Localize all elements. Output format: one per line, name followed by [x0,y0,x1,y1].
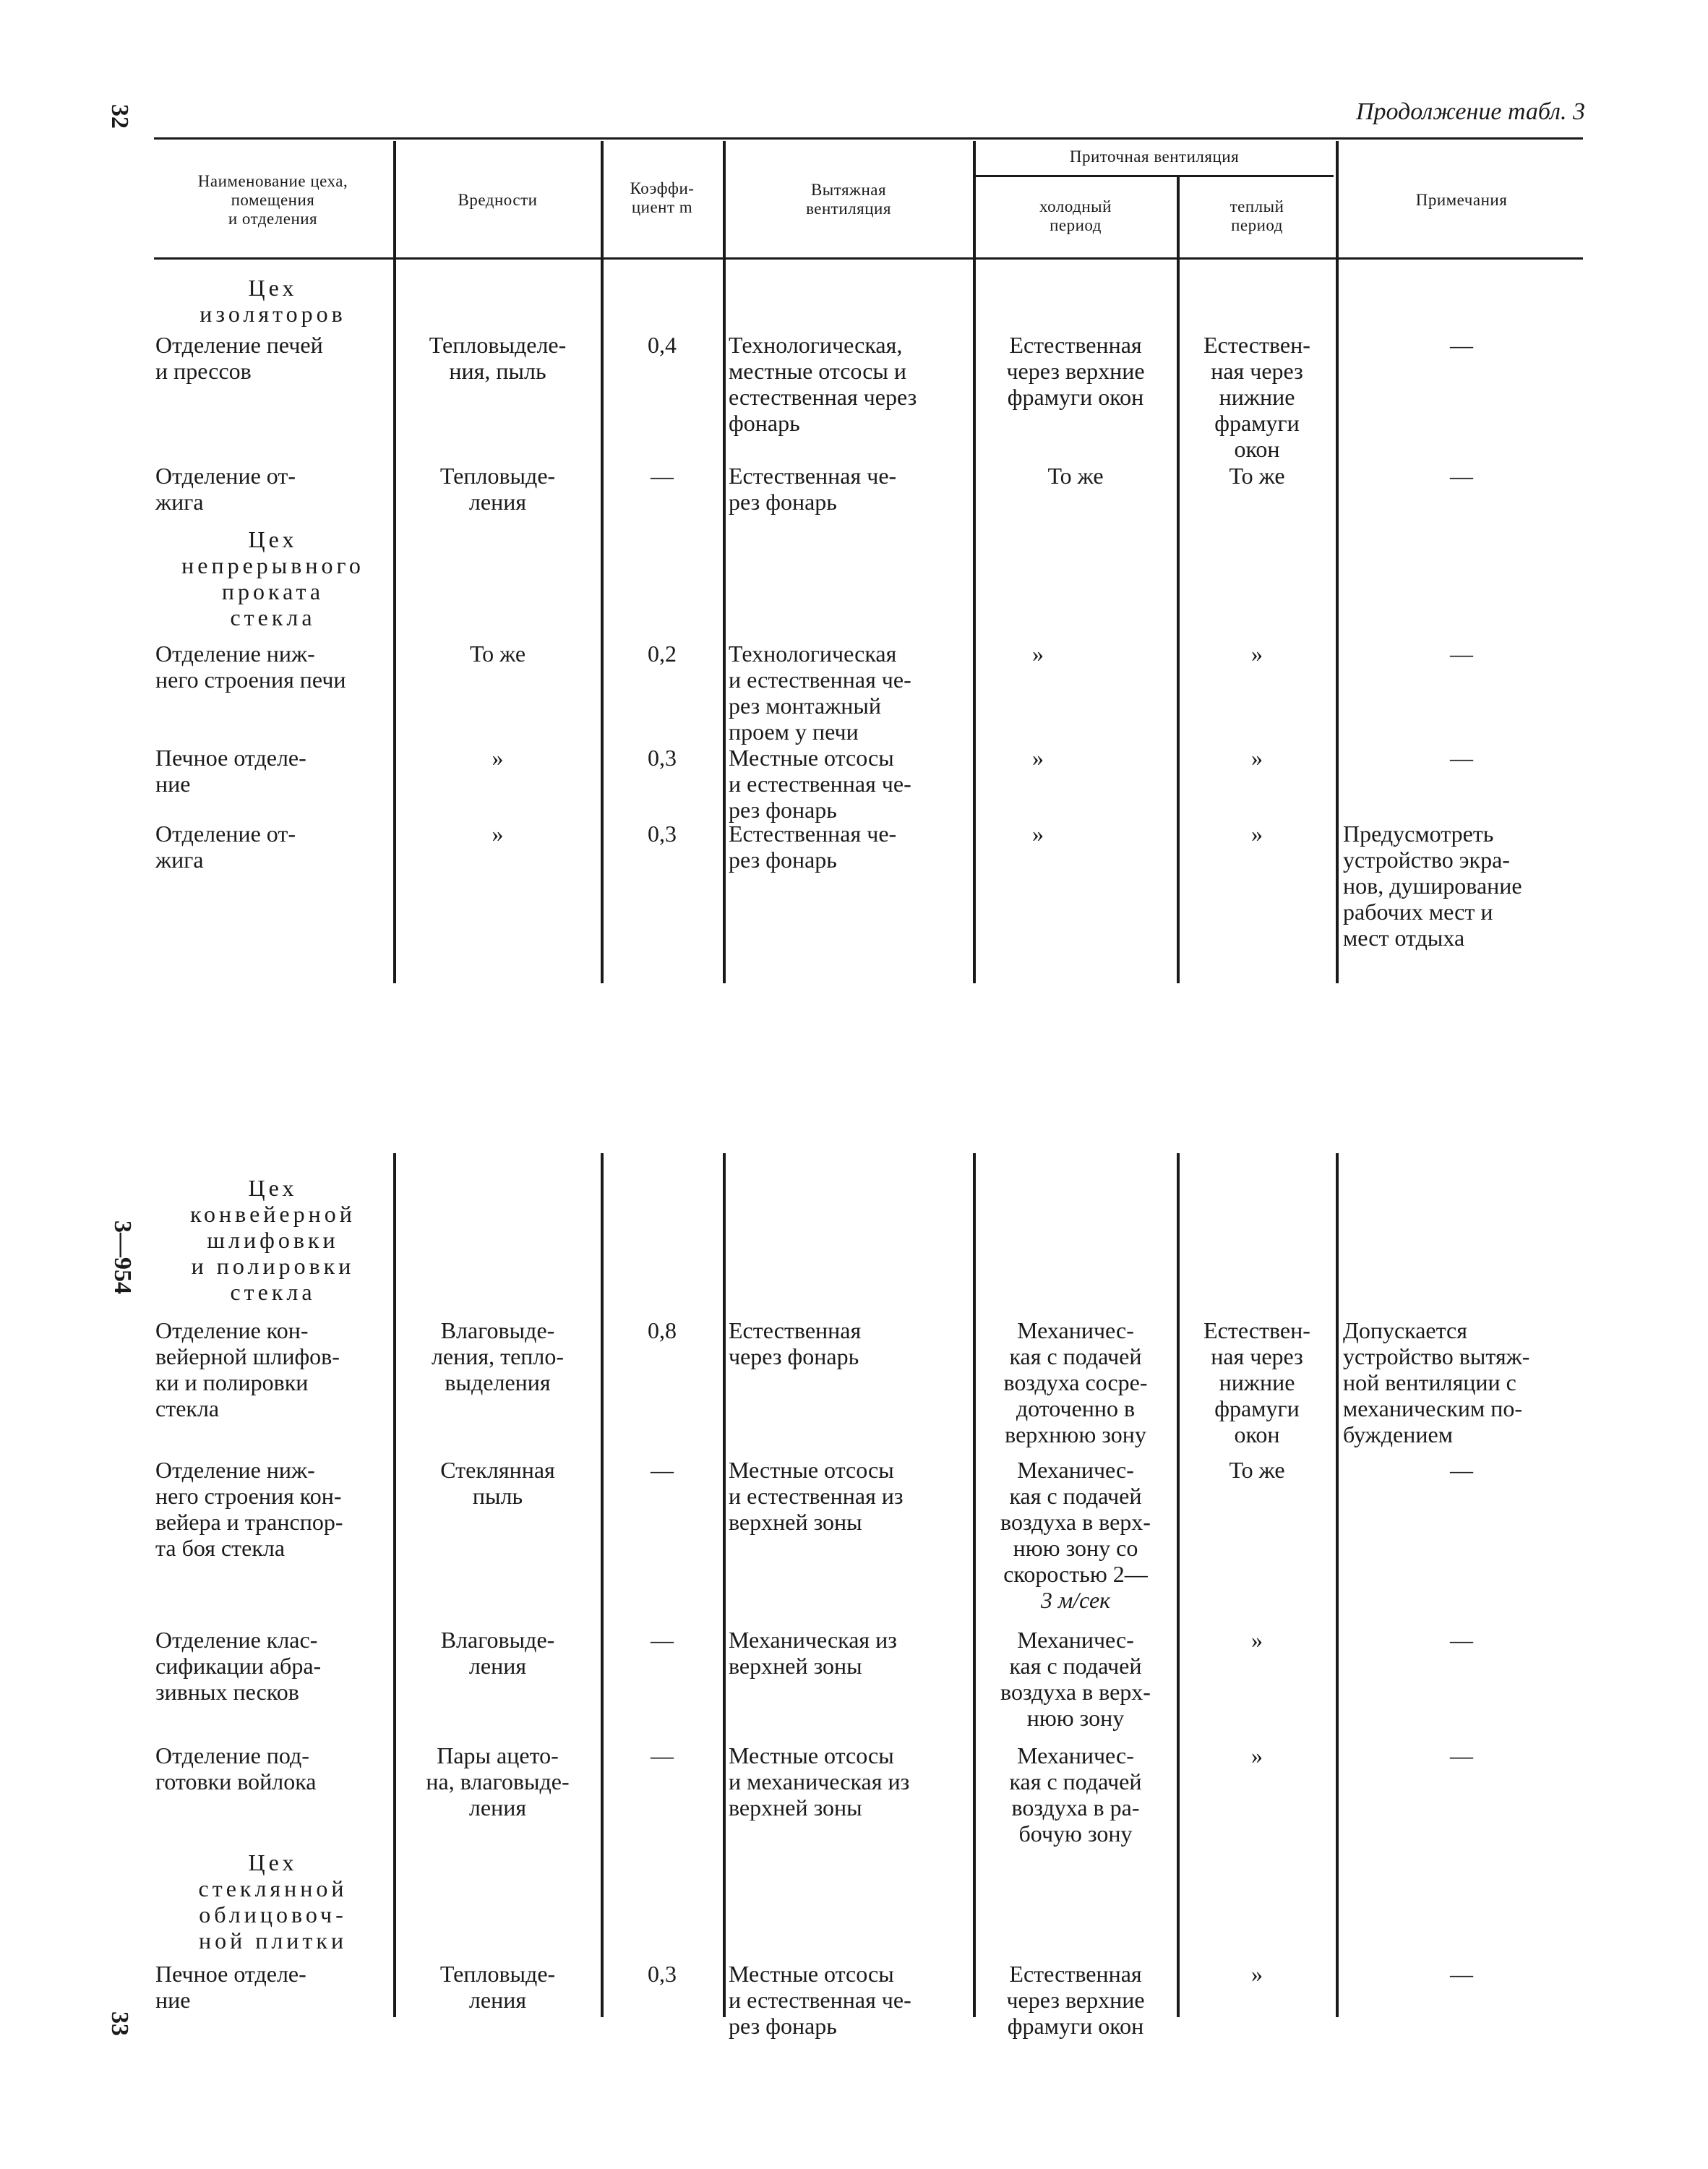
header-harm: Вредности [458,191,538,209]
cell-name: Печное отделе- ние [155,745,306,797]
supply-group-rule [976,175,1334,177]
cell-warm-period: » [1251,745,1263,771]
cell-harm: Тепловыде- ления [439,1961,556,2013]
header-bottom-rule [154,257,1583,260]
cell-coefficient: 0,2 [648,641,677,667]
header-top-rule [154,137,1583,140]
cell-harm: Тепловыделе- ния, пыль [429,332,567,384]
column-divider [1177,1153,1180,2017]
cell-cold-period: » [1032,745,1044,771]
column-divider [723,141,726,983]
cell-notes: — [1450,1742,1473,1768]
cell-name: Отделение печей и прессов [155,332,323,384]
cell-warm-period: То же [1229,1457,1285,1483]
cell-exhaust: Технологическая и естественная че- рез монтажный проем у печи [729,641,911,745]
cell-exhaust: Местные отсосы и естественная че- рез фонарь [729,745,911,823]
cell-coefficient: — [651,1457,674,1483]
cell-warm-period: Естествен- ная через нижние фрамуги окон [1203,332,1310,462]
cell-name: Отделение ниж- него строения печи [155,641,346,693]
column-divider [393,1153,396,2017]
cell-harm: Пары ацето- на, влаговыде- ления [426,1742,570,1821]
column-divider [723,1153,726,2017]
cell-harm: Тепловыде- ления [439,463,556,515]
cell-cold-period: Естественная через верхние фрамуги окон [1006,332,1145,410]
cell-coefficient: — [651,1627,674,1653]
cell-exhaust: Механическая из верхней зоны [729,1627,897,1679]
header-coefficient: Коэффи- циент m [630,179,695,216]
cell-exhaust: Местные отсосы и естественная из верхней зоны [729,1457,904,1535]
cell-cold-period: То же [1047,463,1104,489]
header-warm-period: теплый период [1229,197,1284,234]
column-divider [393,141,396,983]
cell-name: Отделение от- жига [155,821,296,873]
cell-name: Отделение ниж- него строения кон- вейера и транспор- та боя стекла [155,1457,343,1561]
table-caption: Продолжение табл. 3 [1355,98,1585,125]
header-cold-period: холодный период [1039,197,1112,234]
cell-name: Печное отделе- ние [155,1961,306,2013]
header-supply: Приточная вентиляция [1069,147,1240,166]
cell-name: Отделение под- готовки войлока [155,1742,317,1794]
cell-warm-period: » [1251,821,1263,847]
cell-warm-period: » [1251,641,1263,667]
cell-name: Отделение кон- вейерной шлифов- ки и полировки стекла [155,1317,340,1421]
column-divider [1336,1153,1339,2017]
cell-harm: Влаговыде- ления, тепло- выделения [431,1317,565,1395]
cell-coefficient: 0,3 [648,1961,677,1987]
cell-cold-period: » [1032,821,1044,847]
cell-coefficient: 0,4 [648,332,677,358]
header-notes: Примечания [1415,191,1508,209]
header-exhaust: Вытяжная вентиляция [806,181,891,218]
cell-warm-period: » [1251,1961,1263,1987]
cell-exhaust: Технологическая, местные отсосы и естественная через фонарь [729,332,917,436]
cell-notes: — [1450,463,1473,489]
cell-coefficient: 0,8 [648,1317,677,1343]
cell-harm: Влаговыде- ления [440,1627,555,1679]
cell-notes: Допускается устройство вытяж- ной вентиляции с механическим по- буждением [1343,1317,1530,1447]
section-title: Цех непрерывного проката стекла [181,526,364,630]
cell-exhaust: Естественная через фонарь [729,1317,862,1369]
cell-notes: Предусмотреть устройство экра- нов, душирование рабочих мест и мест отдыха [1343,821,1522,951]
cell-warm-period: Естествен- ная через нижние фрамуги окон [1203,1317,1310,1447]
cell-harm: » [492,745,504,771]
cell-coefficient: 0,3 [648,821,677,847]
cell-exhaust: Местные отсосы и естественная че- рез фонарь [729,1961,911,2039]
cell-notes: — [1450,1961,1473,1987]
page-number-bottom: 33 [106,2011,133,2036]
cell-name: Отделение от- жига [155,463,296,515]
column-divider [973,1153,976,2017]
section-title: Цех стеклянной облицовоч- ной плитки [198,1849,348,1954]
cell-coefficient: 0,3 [648,745,677,771]
cell-cold-period: Механичес- кая с подачей воздуха в верх- нюю зону [1000,1627,1151,1731]
column-divider [1336,141,1339,983]
cell-cold-period: Естественная через верхние фрамуги окон [1006,1961,1145,2039]
cell-notes: — [1450,332,1473,358]
cell-warm-period: То же [1229,463,1285,489]
cell-cold-period: Механичес- кая с подачей воздуха в ра- бочую зону [1009,1742,1142,1847]
section-title: Цех изоляторов [199,275,346,327]
cell-coefficient: — [651,463,674,489]
column-divider [601,141,604,983]
cell-harm: » [492,821,504,847]
cell-exhaust: Местные отсосы и механическая из верхней зоны [729,1742,910,1821]
cell-warm-period: » [1251,1627,1263,1653]
column-divider [973,141,976,983]
column-divider [601,1153,604,2017]
cell-cold-period: Механичес- кая с подачей воздуха в верх- нюю зону со скоростью 2— 3 м/сек [1000,1457,1151,1613]
cell-harm: Стеклянная пыль [440,1457,555,1509]
cell-warm-period: » [1251,1742,1263,1768]
signature-mark: 3—954 [109,1220,136,1294]
header-name: Наименование цеха, помещения и отделения [197,172,348,228]
cell-notes: — [1450,1627,1473,1653]
cell-notes: — [1450,745,1473,771]
column-divider [1177,177,1180,983]
cell-coefficient: — [651,1742,674,1768]
page-number-top: 32 [106,104,133,129]
cell-harm: То же [469,641,526,667]
cell-exhaust: Естественная че- рез фонарь [729,821,897,873]
cell-exhaust: Естественная че- рез фонарь [729,463,897,515]
cell-cold-period: » [1032,641,1044,667]
cell-name: Отделение клас- сификации абра- зивных песков [155,1627,322,1705]
section-title: Цех конвейерной шлифовки и полировки стекла [190,1175,356,1305]
cell-notes: — [1450,641,1473,667]
cell-notes: — [1450,1457,1473,1483]
cell-cold-period: Механичес- кая с подачей воздуха сосре- доточенно в верхнюю зону [1003,1317,1148,1447]
